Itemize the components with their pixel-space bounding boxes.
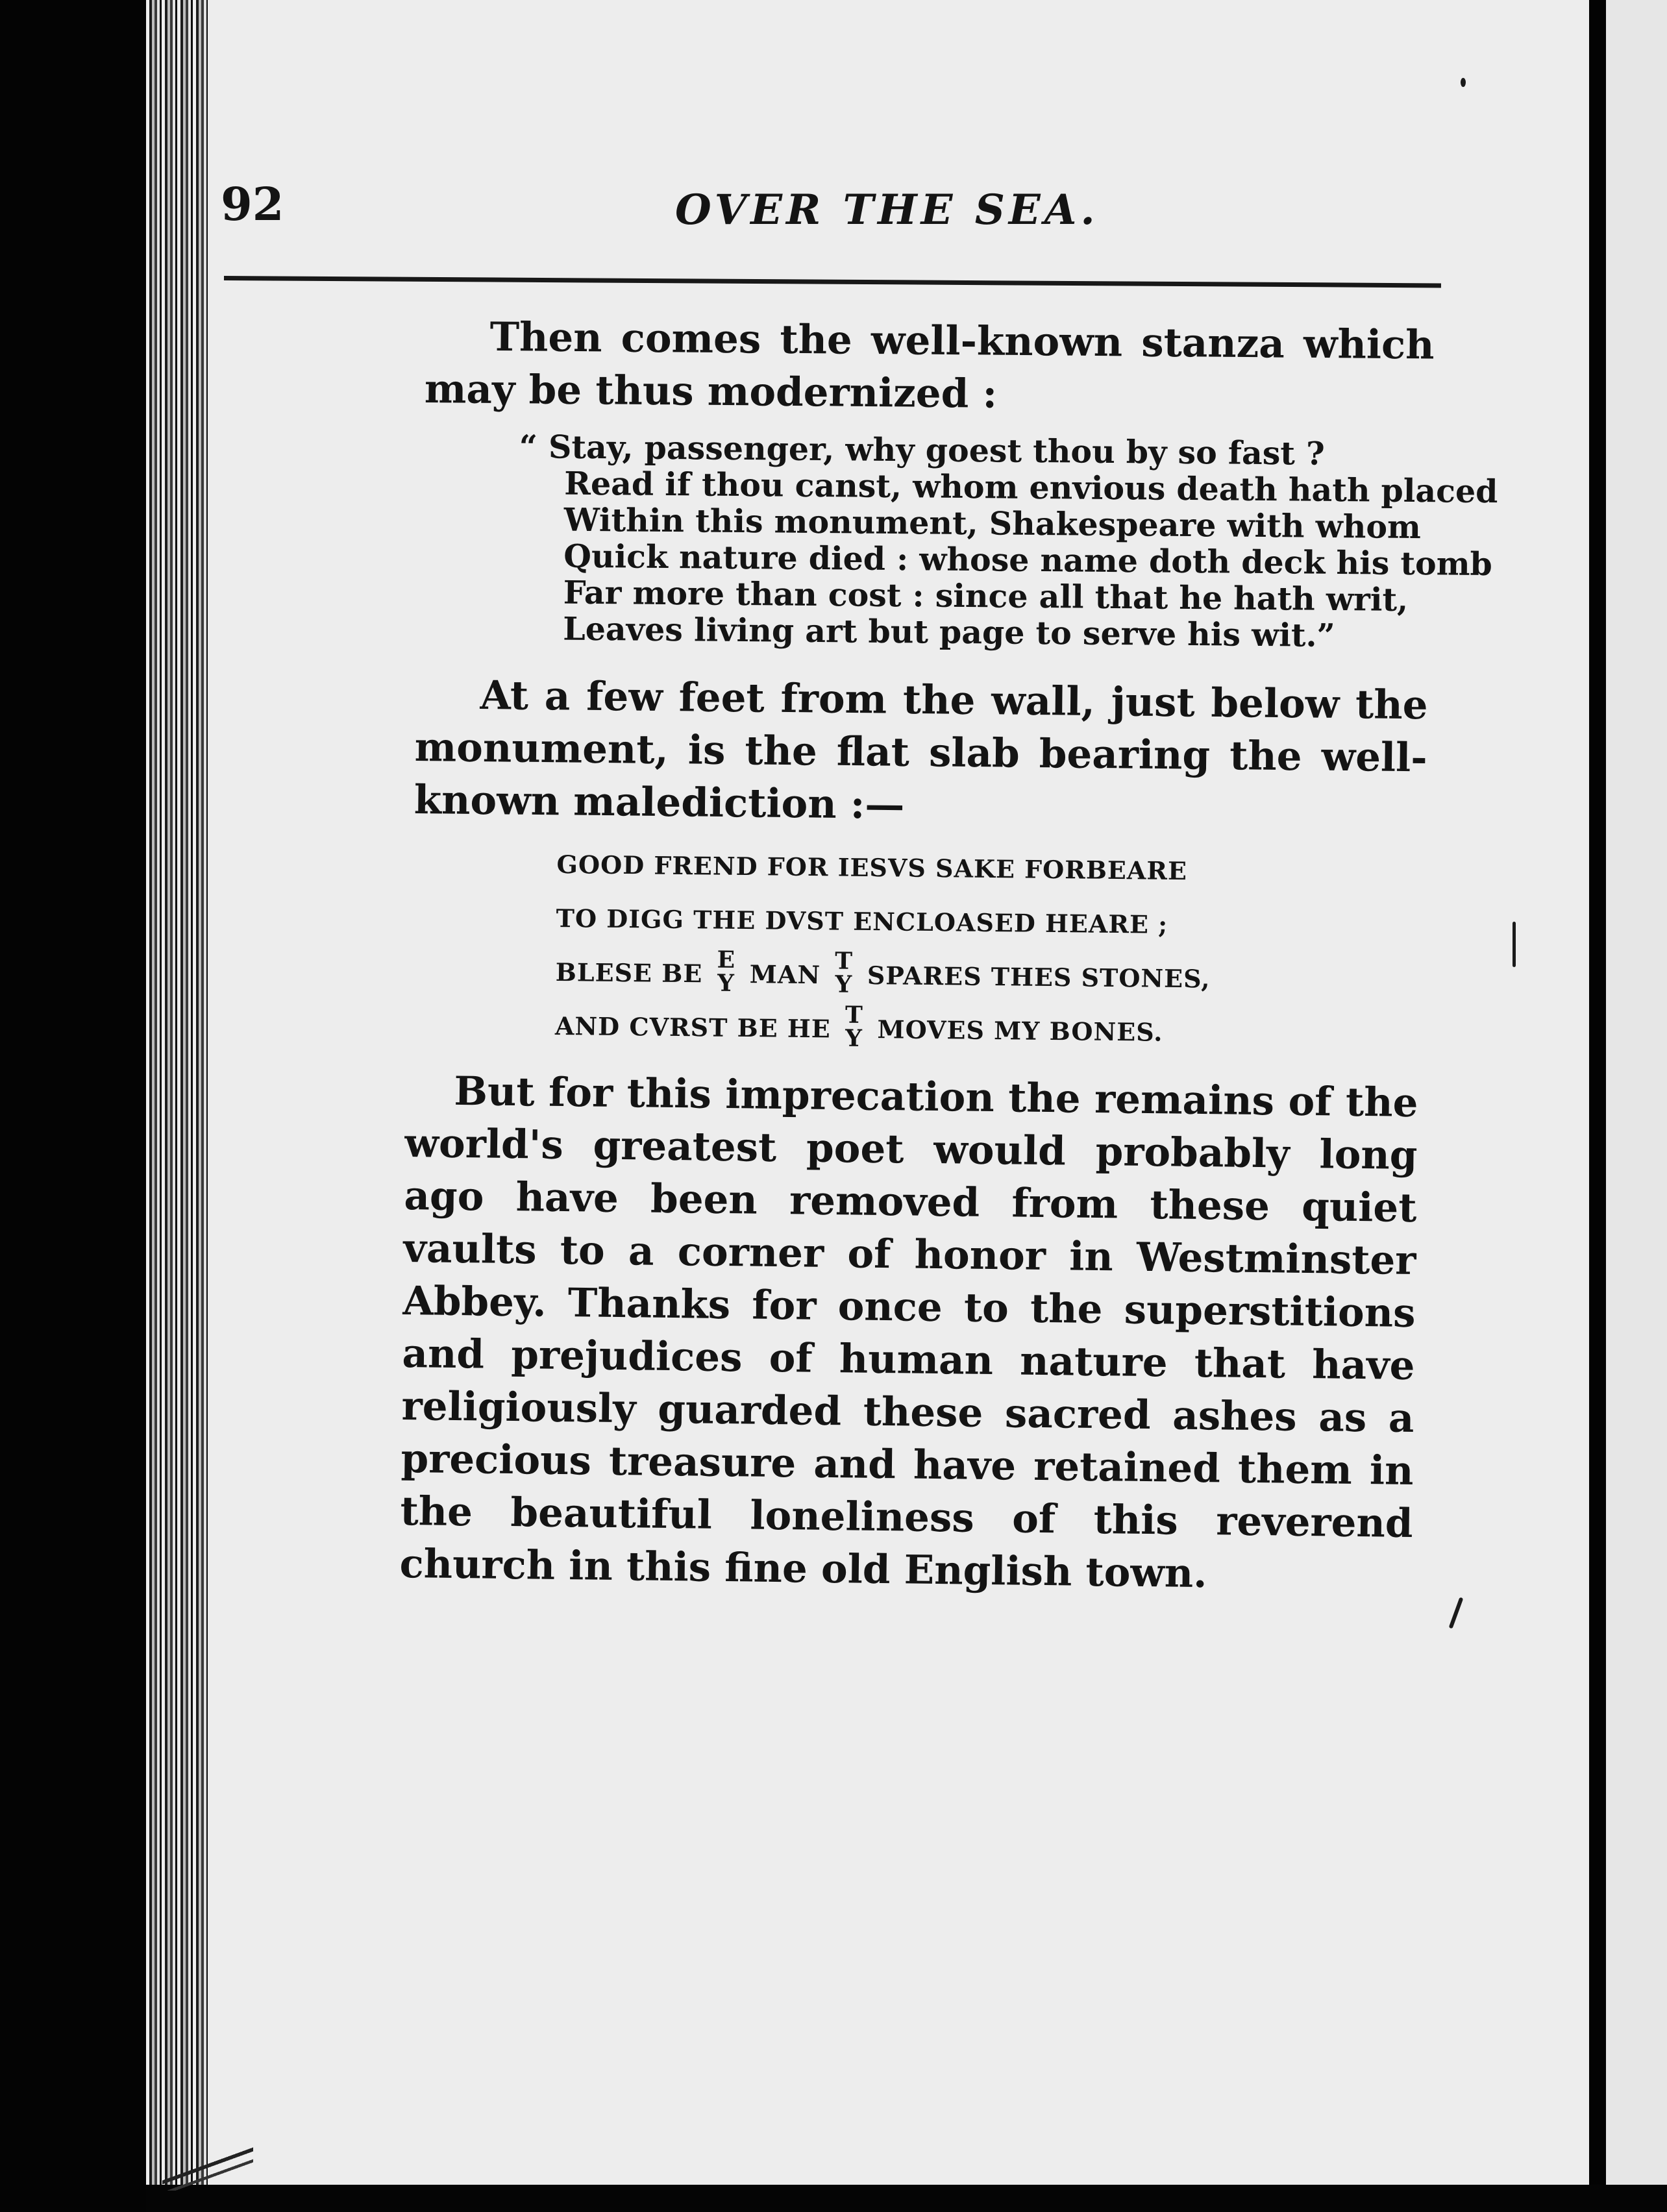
scan-speck [1461, 78, 1466, 87]
epitaph-text: GOOD FREND FOR IESVS SAKE FORBEARE [556, 849, 1188, 886]
subscript-letter: Y [845, 1024, 863, 1052]
abbreviation-stack [835, 946, 854, 998]
page-corner-fold [162, 2145, 253, 2191]
paragraph-intro: Then comes the well-known stanza which may be thus modernized : [424, 313, 1435, 417]
epitaph-text: MOVES MY BONES. [877, 1014, 1163, 1047]
scan-dark-margin [0, 0, 146, 2212]
stanza-line: Far more than cost : since all that he hath writ, [563, 573, 1409, 619]
epitaph-text: SPARES THES STONES, [867, 961, 1211, 994]
epitaph-text: MAN [749, 959, 821, 990]
epitaph-text: TO DIGG THE DVST ENCLOASED HEARE ; [556, 903, 1168, 939]
stanza-line: Quick nature died : whose name doth deck his tomb [563, 537, 1493, 584]
running-title: OVER THE SEA. [675, 186, 1099, 234]
stanza-line: Read if thou canst, whom envious death hath placed [564, 464, 1498, 511]
subscript-letter: Y [717, 969, 735, 997]
stanza-line: “ Stay, passenger, why goest thou by so fast ? [519, 428, 1325, 473]
superscript-letter: E [717, 946, 736, 974]
page-gutter [1589, 0, 1606, 2212]
superscript-letter: T [845, 1001, 864, 1029]
scan-speck [1513, 922, 1516, 967]
abbreviation-stack [845, 1003, 863, 1050]
epitaph-inscription [555, 837, 1212, 1060]
epitaph-line [556, 891, 1211, 952]
abbreviation-stack [717, 946, 736, 997]
page-number: 92 [221, 177, 284, 231]
adjacent-page-edge [1606, 0, 1667, 2212]
stanza-line: Leaves living art but page to serve his wit.” [563, 609, 1336, 654]
superscript-letter: T [835, 946, 854, 975]
stanza-line: Within this monument, Shakespeare with whom [563, 500, 1422, 547]
epitaph-line [555, 945, 1210, 1006]
paragraph-slab: At a few feet from the wall, just below the monument, is the flat slab bearing the well-known malediction :— [414, 672, 1428, 828]
epitaph-text: AND CVRST BE HE [554, 1011, 832, 1044]
paragraph-imprecation: But for this imprecation the remains of the world's greatest poet would probably long ago have been removed from these quiet vaults to a corner of honor in Westminster Abbey. Thanks for once to the superstitions and prejudices of human nature that have religiously guarded these sacred ashes as a precious treasure and have retained them in the beautiful loneliness of this reverend church in this fine old English town. [399, 1068, 1418, 1597]
scan-bottom-edge [146, 2185, 1667, 2212]
epitaph-line [556, 837, 1211, 898]
subscript-letter: Y [835, 970, 853, 998]
stanza-quote [517, 428, 1498, 655]
page-edges [146, 0, 208, 2212]
epitaph-line [555, 999, 1210, 1060]
scan-speck [1449, 1597, 1464, 1628]
epitaph-text: BLESE BE [555, 957, 703, 989]
